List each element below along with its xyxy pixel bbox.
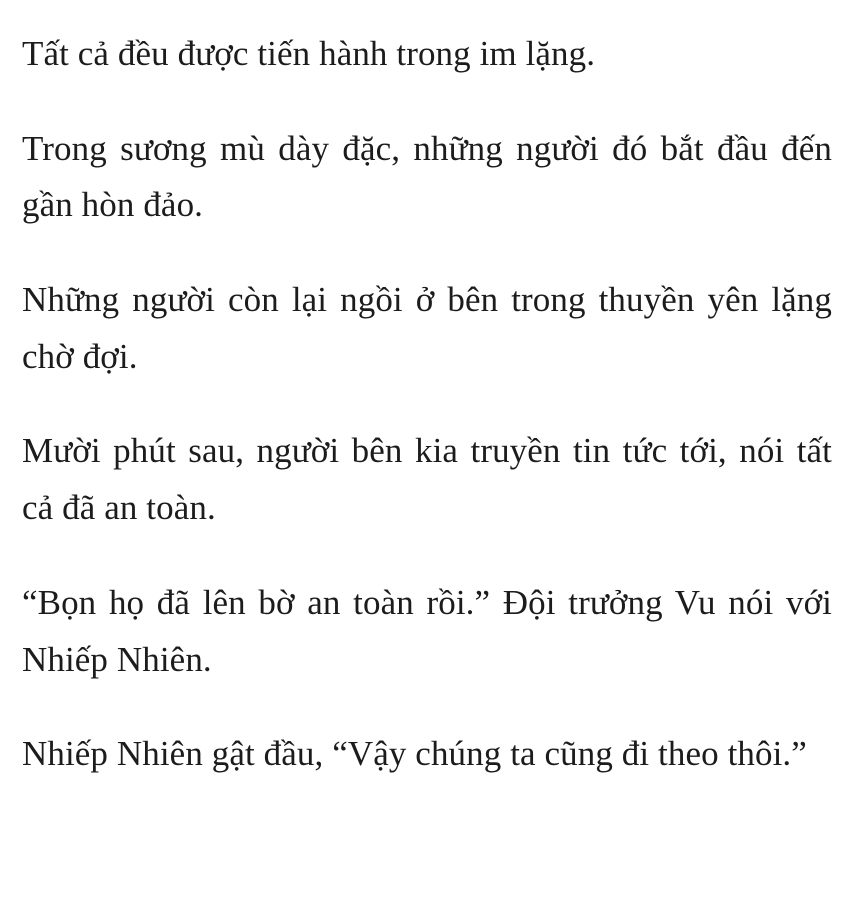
paragraph: Nhiếp Nhiên gật đầu, “Vậy chúng ta cũng đi theo thôi.” [22, 734, 807, 774]
paragraph: Tất cả đều được tiến hành trong im lặng. [22, 34, 596, 73]
paragraph: Những người còn lại ngồi ở bên trong thuyền yên lặng chờ đợi. [22, 280, 832, 376]
paragraph: “Bọn họ đã lên bờ an toàn rồi.” Đội trưởng Vu nói với Nhiếp Nhiên. [22, 582, 832, 679]
paragraph: Mười phút sau, người bên kia truyền tin tức tới, nói tất cả đã an toàn. [22, 431, 832, 528]
paragraph: Trong sương mù dày đặc, những người đó bắt đầu đến gần hòn đảo. [22, 128, 832, 225]
